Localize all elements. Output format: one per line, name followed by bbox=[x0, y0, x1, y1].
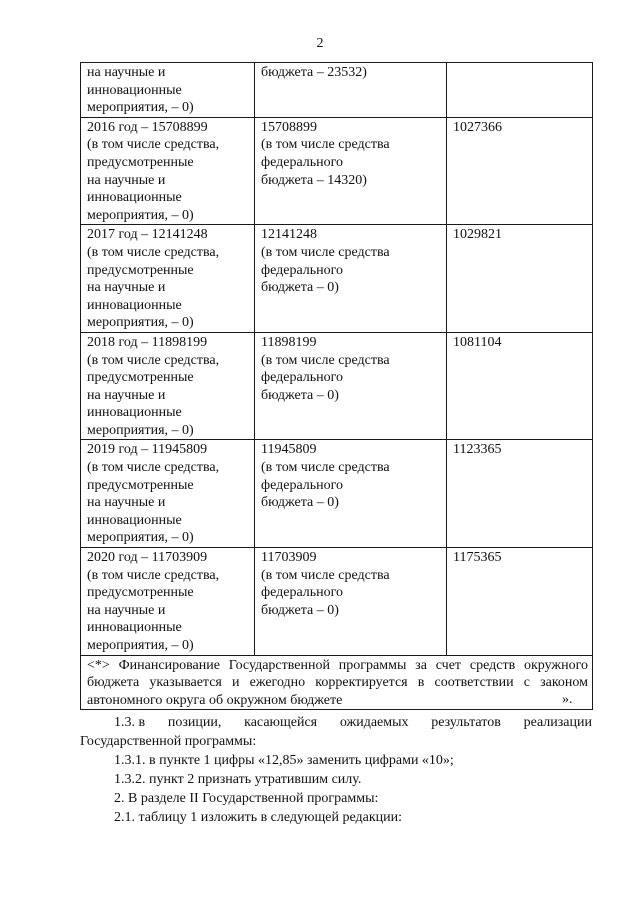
cell-line: мероприятия, – 0) bbox=[87, 530, 194, 546]
table-cell-federal bbox=[255, 225, 447, 333]
cell-line: 2017 год – 12141248 bbox=[87, 227, 208, 243]
cell-line: инновационные bbox=[87, 82, 182, 98]
cell-line: 2018 год – 11898199 bbox=[87, 334, 208, 350]
cell-line: на научные и bbox=[87, 280, 166, 296]
table-cell-district: 1027366 bbox=[447, 117, 593, 225]
table-row bbox=[81, 332, 593, 440]
paragraph-word: позиции, bbox=[167, 715, 222, 730]
cell-line: инновационные bbox=[87, 297, 182, 313]
cell-line: (в том числе средства bbox=[261, 244, 390, 260]
cell-line: 15708899 bbox=[261, 119, 317, 135]
cell-line: бюджета – 0) bbox=[261, 280, 339, 296]
cell-line: (в том числе средства, bbox=[87, 352, 220, 368]
table-row bbox=[81, 440, 593, 548]
cell-line: федерального bbox=[261, 585, 344, 601]
table-cell-federal bbox=[255, 548, 447, 656]
cell-line: инновационные bbox=[87, 620, 182, 636]
table-row bbox=[81, 117, 593, 225]
cell-line: бюджета – 23532) bbox=[261, 65, 367, 80]
cell-line: на научные и bbox=[87, 172, 166, 188]
cell-line: мероприятия, – 0) bbox=[87, 638, 194, 653]
cell-line: предусмотренные bbox=[87, 477, 194, 493]
cell-line: предусмотренные bbox=[87, 370, 194, 386]
cell-line: инновационные bbox=[87, 190, 182, 206]
cell-line: (в том числе средства bbox=[261, 352, 390, 368]
cell-line: предусмотренные bbox=[87, 262, 194, 278]
cell-line: бюджета – 14320) bbox=[261, 172, 367, 188]
cell-line: (в том числе средства bbox=[261, 137, 390, 153]
cell-line: бюджета – 0) bbox=[261, 387, 339, 403]
financing-table bbox=[80, 62, 593, 710]
footnote-cell: <*> Финансирование Государственной программы за счет средств окружного бюджета указывается и ежегодно корректируется в соответствии с законом автономного округа об окружном бюджете bbox=[81, 655, 593, 710]
table-cell-district: 1123365 bbox=[447, 440, 593, 548]
page-number: 2 bbox=[316, 36, 324, 51]
table-row bbox=[81, 548, 593, 656]
cell-line: 2016 год – 15708899 bbox=[87, 119, 208, 135]
cell-line: 2019 год – 11945809 bbox=[87, 442, 208, 458]
cell-line: (в том числе средства bbox=[261, 567, 390, 583]
cell-line: инновационные bbox=[87, 405, 182, 421]
paragraph-word: реализации bbox=[523, 715, 592, 730]
cell-line: 11898199 bbox=[261, 334, 317, 350]
paragraph-1-3-2: 1.3.2. пункт 2 признать утратившим силу. bbox=[114, 772, 362, 787]
table-cell-total bbox=[81, 63, 255, 118]
table-cell-federal bbox=[255, 117, 447, 225]
cell-line: (в том числе средства, bbox=[87, 567, 220, 583]
cell-line: (в том числе средства, bbox=[87, 244, 220, 260]
cell-line: на научные и bbox=[87, 602, 166, 618]
cell-line: бюджета – 0) bbox=[261, 602, 339, 618]
paragraph-2-1: 2.1. таблицу 1 изложить в следующей редакции: bbox=[114, 810, 403, 825]
paragraph-2: 2. В разделе II Государственной программы: bbox=[114, 791, 379, 806]
paragraph-word: ожидаемых bbox=[339, 715, 409, 730]
cell-line: мероприятия, – 0) bbox=[87, 207, 194, 223]
table-cell-total bbox=[81, 548, 255, 656]
cell-line: федерального bbox=[261, 477, 344, 493]
cell-line: (в том числе средства bbox=[261, 460, 390, 476]
cell-line: 11703909 bbox=[261, 550, 317, 566]
cell-line: мероприятия, – 0) bbox=[87, 100, 194, 116]
table-cell-federal bbox=[255, 440, 447, 548]
closing-quote: ». bbox=[562, 692, 573, 707]
table-cell-district: 1175365 bbox=[447, 548, 593, 656]
footnote-row bbox=[81, 655, 593, 710]
paragraph-word: касающейся bbox=[244, 715, 318, 730]
table-cell-district: 1029821 bbox=[447, 225, 593, 333]
cell-line: на научные и bbox=[87, 387, 166, 403]
table-cell-district bbox=[447, 63, 593, 118]
cell-line: бюджета – 0) bbox=[261, 495, 339, 511]
financing-table-body bbox=[81, 63, 593, 656]
cell-line: 11945809 bbox=[261, 442, 317, 458]
cell-line: предусмотренные bbox=[87, 585, 194, 601]
cell-line: (в том числе средства, bbox=[87, 460, 220, 476]
cell-line: 2020 год – 11703909 bbox=[87, 550, 208, 566]
paragraph-word: результатов bbox=[431, 715, 501, 730]
table-cell-district: 1081104 bbox=[447, 332, 593, 440]
cell-line: 12141248 bbox=[261, 227, 317, 243]
cell-line: предусмотренные bbox=[87, 154, 194, 170]
table-cell-federal bbox=[255, 63, 447, 118]
table-row bbox=[81, 225, 593, 333]
paragraph-word: 1.3. в bbox=[114, 715, 146, 730]
cell-line: федерального bbox=[261, 262, 344, 278]
cell-line: федерального bbox=[261, 154, 344, 170]
paragraph-1-3-1: 1.3.1. в пункте 1 цифры «12,85» заменить цифрами «10»; bbox=[114, 753, 454, 768]
table-cell-federal bbox=[255, 332, 447, 440]
cell-line: (в том числе средства, bbox=[87, 137, 220, 153]
cell-line: на научные и bbox=[87, 65, 166, 80]
cell-line: мероприятия, – 0) bbox=[87, 315, 194, 331]
table-cell-total bbox=[81, 440, 255, 548]
table-cell-total bbox=[81, 332, 255, 440]
paragraph-1-3 bbox=[80, 713, 592, 732]
table-cell-total bbox=[81, 225, 255, 333]
table-row bbox=[81, 63, 593, 118]
cell-line: мероприятия, – 0) bbox=[87, 422, 194, 438]
cell-line: на научные и bbox=[87, 495, 166, 511]
cell-line: инновационные bbox=[87, 512, 182, 528]
paragraph-1-3-first-line bbox=[114, 713, 592, 732]
cell-line: федерального bbox=[261, 370, 344, 386]
table-cell-total bbox=[81, 117, 255, 225]
paragraph-1-3-continuation: Государственной программы: bbox=[80, 734, 257, 749]
